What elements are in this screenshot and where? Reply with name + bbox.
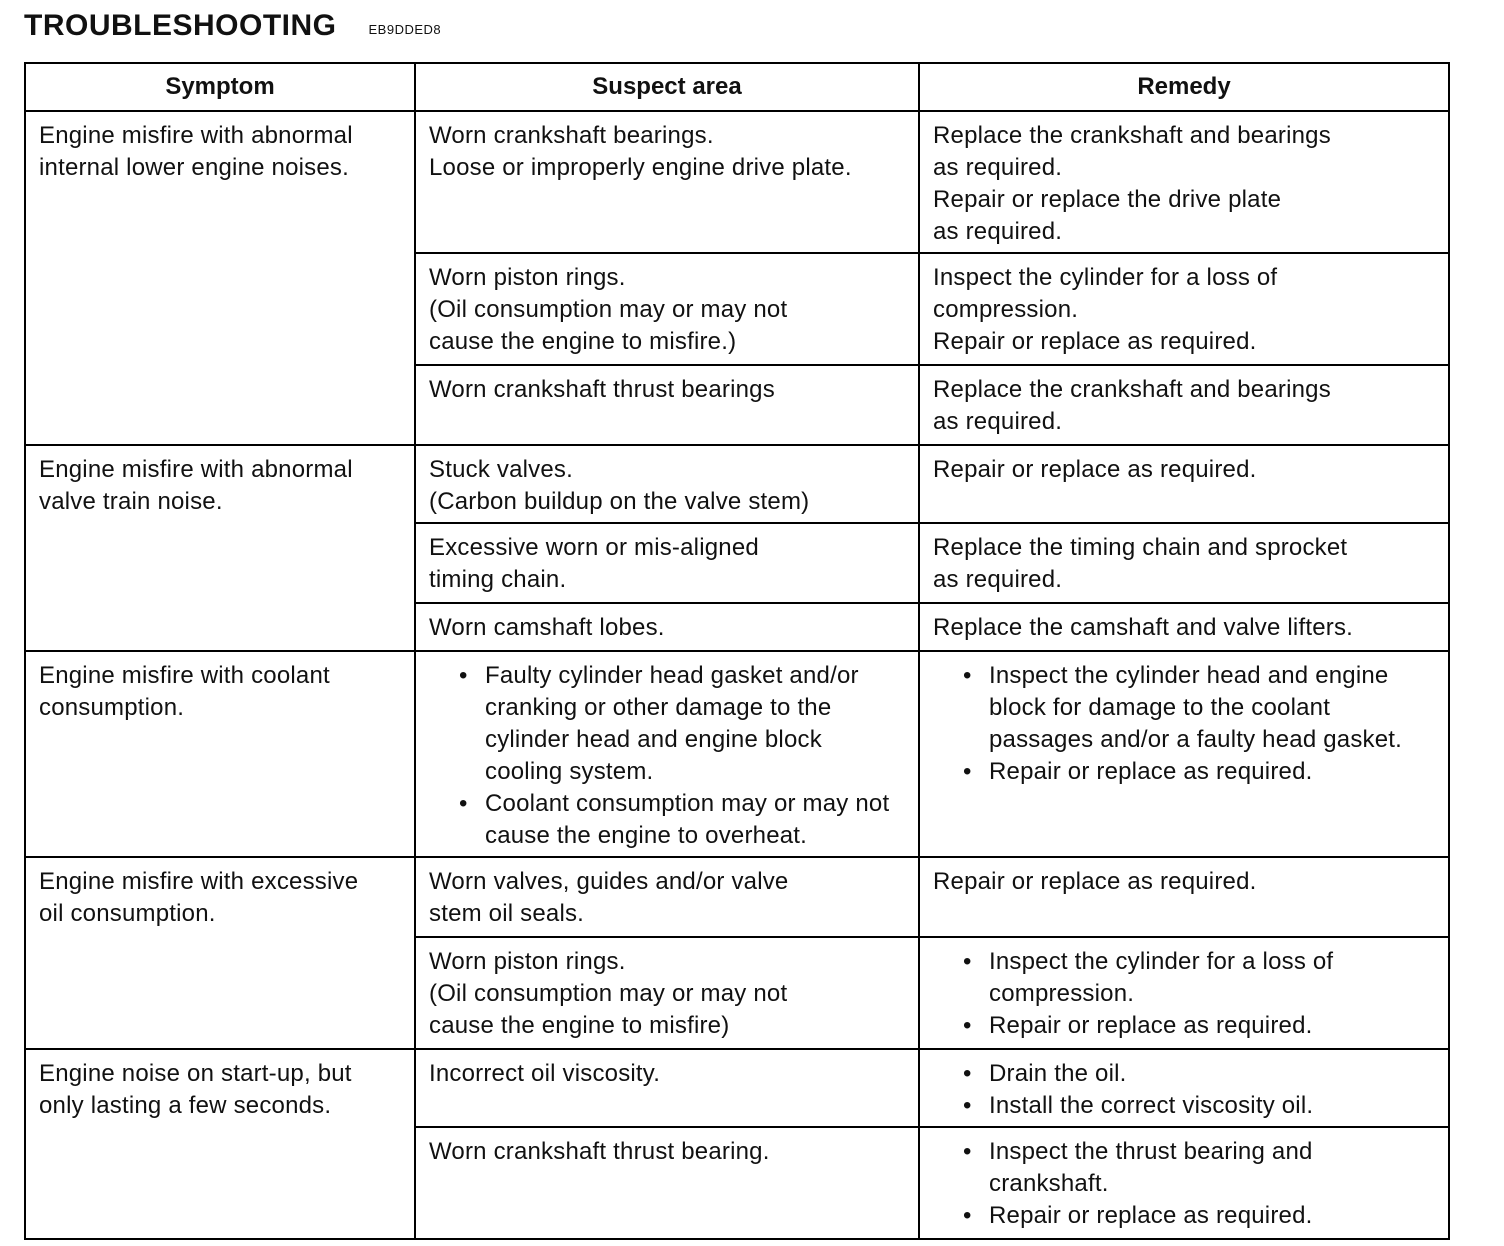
symptom-cell [25,651,415,857]
remedy-cell [919,857,1449,937]
remedy-cell [919,523,1449,603]
remedy-cell [919,603,1449,651]
suspect-line: Worn camshaft lobes. [429,614,665,641]
symptom-line: internal lower engine noises. [39,154,349,181]
remedy-line: Repair or replace as required. [933,456,1257,483]
remedy-line: Replace the timing chain and sprocket [933,534,1348,561]
suspect-cell [415,857,919,937]
suspect-line: stem oil seals. [429,900,585,927]
remedy-line: Replace the crankshaft and bearings [933,376,1331,403]
remedy-cell [919,1049,1449,1127]
suspect-line: cause the engine to misfire.) [429,328,737,355]
suspect-line: Incorrect oil viscosity. [429,1060,661,1087]
remedy-bullet-item: • Drain the oil. [963,1058,1436,1090]
remedy-bullet-list [933,1136,1436,1232]
suspect-line: (Carbon buildup on the valve stem) [429,488,810,515]
remedy-bullet-item: • Inspect the cylinder for a loss of compression. [963,946,1436,1010]
symptom-line: consumption. [39,694,185,721]
remedy-line: Inspect the cylinder for a loss of [933,264,1278,291]
symptom-line: Engine misfire with coolant [39,662,330,689]
suspect-bullet-list [429,660,906,852]
remedy-bullet-list [933,660,1436,788]
table-row [25,1049,1449,1127]
symptom-line: oil consumption. [39,900,216,927]
suspect-line: Worn valves, guides and/or valve [429,868,789,895]
remedy-line: Replace the camshaft and valve lifters. [933,614,1354,641]
remedy-bullet-list [933,946,1436,1042]
remedy-cell [919,651,1449,857]
symptom-line: Engine misfire with excessive [39,868,359,895]
table-row [25,445,1449,523]
suspect-cell [415,111,919,253]
column-header-symptom: Symptom [25,63,415,111]
suspect-cell [415,365,919,445]
symptom-line: only lasting a few seconds. [39,1092,332,1119]
suspect-bullet-item: • Coolant consumption may or may not cause the engine to overheat. [459,788,906,852]
symptom-cell [25,111,415,445]
column-header-suspect-area: Suspect area [415,63,919,111]
remedy-bullet-item: • Repair or replace as required. [963,756,1436,788]
remedy-line: as required. [933,408,1063,435]
page-title: TROUBLESHOOTING [24,9,337,42]
table-header-row [25,63,1449,111]
suspect-line: Loose or improperly engine drive plate. [429,154,852,181]
suspect-line: Worn crankshaft thrust bearing. [429,1138,770,1165]
remedy-bullet-item: • Inspect the thrust bearing and crankshaft. [963,1136,1436,1200]
suspect-cell [415,651,919,857]
suspect-cell [415,603,919,651]
symptom-line: valve train noise. [39,488,223,515]
suspect-cell [415,523,919,603]
remedy-bullet-item: • Repair or replace as required. [963,1010,1436,1042]
remedy-bullet-list [933,1058,1436,1122]
symptom-cell [25,445,415,651]
symptom-cell [25,1049,415,1239]
table-row [25,111,1449,253]
remedy-bullet-item: • Install the correct viscosity oil. [963,1090,1436,1122]
remedy-line: Repair or replace the drive plate [933,186,1282,213]
page-header [24,2,441,46]
table-row [25,857,1449,937]
remedy-cell [919,937,1449,1049]
suspect-cell [415,937,919,1049]
suspect-cell [415,445,919,523]
symptom-line: Engine misfire with abnormal [39,456,353,483]
remedy-line: compression. [933,296,1079,323]
remedy-line: as required. [933,154,1063,181]
remedy-line: as required. [933,218,1063,245]
suspect-cell [415,1127,919,1239]
suspect-line: Excessive worn or mis-aligned [429,534,759,561]
suspect-line: Worn crankshaft bearings. [429,122,714,149]
remedy-cell [919,111,1449,253]
suspect-line: Stuck valves. [429,456,573,483]
remedy-line: Repair or replace as required. [933,868,1257,895]
document-code: EB9DDED8 [368,22,442,37]
table-row [25,651,1449,857]
remedy-line: Replace the crankshaft and bearings [933,122,1331,149]
suspect-bullet-item: • Faulty cylinder head gasket and/or cranking or other damage to the cylinder head and engine block cooling system. [459,660,906,788]
remedy-cell [919,445,1449,523]
remedy-cell [919,253,1449,365]
suspect-line: (Oil consumption may or may not [429,296,788,323]
column-header-remedy: Remedy [919,63,1449,111]
suspect-line: (Oil consumption may or may not [429,980,788,1007]
remedy-line: Repair or replace as required. [933,328,1257,355]
remedy-bullet-item: • Repair or replace as required. [963,1200,1436,1232]
troubleshooting-table [24,62,1450,1240]
suspect-line: Worn piston rings. [429,264,626,291]
symptom-line: Engine misfire with abnormal [39,122,353,149]
symptom-cell [25,857,415,1049]
suspect-cell [415,1049,919,1127]
suspect-line: cause the engine to misfire) [429,1012,730,1039]
suspect-cell [415,253,919,365]
remedy-cell [919,1127,1449,1239]
symptom-line: Engine noise on start-up, but [39,1060,352,1087]
suspect-line: Worn piston rings. [429,948,626,975]
suspect-line: timing chain. [429,566,567,593]
suspect-line: Worn crankshaft thrust bearings [429,376,775,403]
remedy-cell [919,365,1449,445]
remedy-line: as required. [933,566,1063,593]
remedy-bullet-item: • Inspect the cylinder head and engine block for damage to the coolant passages and/or a faulty head gasket. [963,660,1436,756]
